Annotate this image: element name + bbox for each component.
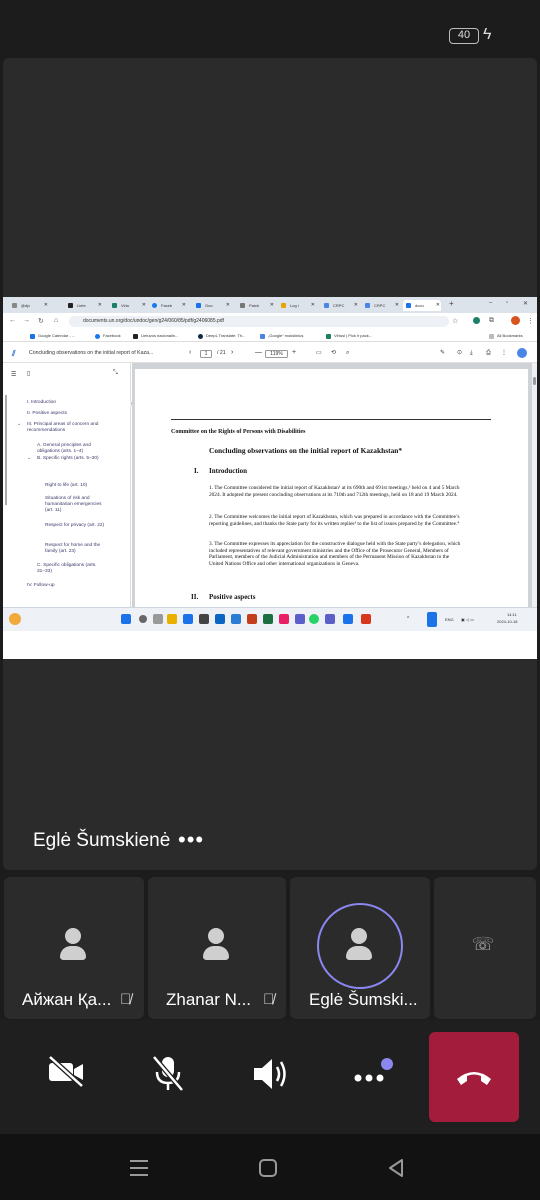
browser-tab[interactable]: Faceb ✕ xyxy=(149,300,187,311)
browser-tab[interactable]: Patch ✕ xyxy=(237,300,275,311)
whatsapp-icon[interactable] xyxy=(309,614,319,624)
back-icon[interactable] xyxy=(386,1158,406,1178)
section-number: II. xyxy=(191,593,199,601)
avatar xyxy=(203,928,229,962)
rule xyxy=(171,419,491,420)
outline-item[interactable]: IV. Follow-up xyxy=(27,583,55,588)
close-tab-icon[interactable]: ✕ xyxy=(353,302,358,308)
app-icon[interactable] xyxy=(183,614,193,624)
address-bar-row xyxy=(3,313,537,330)
outline-item[interactable]: Respect for home and the family (art. 23) xyxy=(45,543,101,554)
page-total: / 21 xyxy=(217,350,226,356)
annotate-icon[interactable]: ✎ xyxy=(440,350,446,356)
more-actions-button[interactable] xyxy=(342,1058,402,1097)
next-page-icon[interactable]: › xyxy=(231,349,234,356)
close-tab-icon[interactable]: ✕ xyxy=(394,302,399,308)
browser-tab[interactable]: CRPC ✕ xyxy=(321,300,359,311)
tab-favicon-icon xyxy=(112,303,117,308)
paragraph: 3. The Committee expresses its appreciation for the constructive dialogue held with the State party’s delegation, which included representatives of relevant government ministries and the Office of the Prosecutor General, Members of Parliament, members of the Judicial Administration and members of the Permanent Mission of Kazakhstan to the United Nations Office and other international organizations in Geneva. xyxy=(209,541,461,568)
tab-favicon-icon xyxy=(12,303,17,308)
doc-heading: Concluding observations on the initial report of Kazakhstan* xyxy=(209,446,403,455)
word-icon[interactable] xyxy=(231,614,241,624)
mic-off-icon: 🎙̸ xyxy=(263,991,275,1008)
more-icon xyxy=(350,1058,394,1088)
chevron-up-icon[interactable]: ^ xyxy=(407,616,410,622)
fit-page-icon[interactable]: ▭ xyxy=(316,350,322,356)
close-tab-icon[interactable]: ✕ xyxy=(181,302,186,308)
app-icon[interactable] xyxy=(215,614,225,624)
menu-icon[interactable]: ⋮ xyxy=(527,318,534,325)
zoom-input[interactable]: 119% xyxy=(265,350,288,358)
zoom-in-icon[interactable]: + xyxy=(292,349,297,356)
file-explorer-icon[interactable] xyxy=(167,614,177,624)
windows-taskbar xyxy=(3,607,537,631)
pdf-canvas xyxy=(132,363,532,607)
charging-icon: ϟ xyxy=(483,26,492,43)
pdf-app-icon: ⫽ xyxy=(12,349,16,358)
close-tab-icon[interactable]: ✕ xyxy=(141,302,146,308)
forward-icon[interactable]: → xyxy=(23,317,30,324)
outline-toggle-icon[interactable]: ☰ xyxy=(11,372,17,378)
weather-icon[interactable] xyxy=(9,613,21,625)
mute-button[interactable] xyxy=(138,1054,198,1101)
tray-icons[interactable]: ▣ ◁ ▭ xyxy=(461,617,474,622)
close-tab-icon[interactable]: ✕ xyxy=(97,302,102,308)
tab-favicon-icon xyxy=(196,303,201,308)
phone-hangup-icon xyxy=(454,1065,494,1089)
presenter-name: Eglė Šumskienė xyxy=(33,830,171,851)
pdf-toolbar xyxy=(3,343,537,363)
pdf-outline-sidebar xyxy=(3,363,131,607)
tab-favicon-icon xyxy=(365,303,370,308)
mic-icon[interactable] xyxy=(427,612,437,627)
bookmarks-bar xyxy=(3,330,537,342)
bookmark-item[interactable]: DeepL Translate: Th... xyxy=(198,332,245,340)
bookmark-star-icon[interactable]: ☆ xyxy=(452,318,459,325)
outline-item[interactable]: I. Introduction xyxy=(27,400,57,405)
shared-screen[interactable] xyxy=(3,297,537,659)
language-indicator[interactable]: ENG xyxy=(445,617,454,622)
close-tab-icon[interactable]: ✕ xyxy=(225,302,230,308)
profile-avatar[interactable] xyxy=(511,316,520,325)
browser-tab-bar xyxy=(3,297,537,313)
clock-date[interactable]: 2024-10-18 xyxy=(497,619,518,624)
close-tab-icon[interactable]: ✕ xyxy=(310,302,315,308)
committee-name: Committee on the Rights of Persons with Disabilities xyxy=(171,429,306,435)
task-view-icon[interactable] xyxy=(153,614,163,624)
outline-item[interactable]: III. Principal areas of concern and recommendations xyxy=(27,422,99,433)
section-title: Introduction xyxy=(209,467,247,475)
outline-item[interactable]: B. Specific rights (arts. 5–30) xyxy=(37,456,99,461)
chevron-down-icon[interactable]: ⌄ xyxy=(17,421,22,427)
thumbnails-icon[interactable]: ▯ xyxy=(27,371,31,377)
prev-page-icon[interactable]: ‹ xyxy=(189,349,192,356)
bookmark-item[interactable]: Facebook xyxy=(95,332,121,340)
app-icon[interactable] xyxy=(361,614,371,624)
home-icon[interactable]: ⌂ xyxy=(54,317,59,324)
pdf-title: Concluding observations on the initial report of Kaza... xyxy=(29,350,154,356)
new-tab-icon[interactable]: + xyxy=(449,299,454,308)
browser-tab-active[interactable]: docu ✕ xyxy=(403,300,441,311)
paragraph: 2. The Committee welcomes the initial report of Kazakhstan, which was prepared in accordance with the Committee’s reporting guidelines, and thanks the State party for its written replies³ to the list of issues prepared by the Committee.⁴ xyxy=(209,514,460,527)
browser-tab[interactable]: Goo ✕ xyxy=(193,300,231,311)
browser-tab[interactable]: Virtu ✕ xyxy=(109,300,147,311)
mic-off-icon: 🎙̸ xyxy=(120,991,132,1008)
tab-favicon-icon xyxy=(281,303,286,308)
address-input[interactable]: documents.un.org/doc/undoc/gen/g24/060/85/pdf/g2406085.pdf xyxy=(69,316,449,327)
layout-icon[interactable]: ⊙ xyxy=(457,350,463,356)
outline-item[interactable]: Situations of risk and humanitarian emergencies (art. 11) xyxy=(45,496,102,513)
avatar xyxy=(60,928,86,962)
page-number-input[interactable]: 1 xyxy=(200,350,212,358)
outline-item[interactable]: II. Positive aspects xyxy=(27,411,67,416)
close-tab-icon[interactable]: ✕ xyxy=(269,302,274,308)
scholar-icon xyxy=(260,334,265,339)
more-options-icon[interactable]: ⋮ xyxy=(501,350,507,356)
close-tab-icon[interactable]: ✕ xyxy=(43,302,48,308)
clock-time[interactable]: 14:11 xyxy=(507,612,517,617)
start-icon[interactable] xyxy=(121,614,131,624)
reload-icon[interactable]: ↻ xyxy=(38,318,44,325)
scroll-thumb[interactable] xyxy=(533,377,536,385)
browser-tab[interactable]: CRPC ✕ xyxy=(362,300,400,311)
outline-item[interactable]: C. Specific obligations (arts. 31–33) xyxy=(37,563,97,574)
minimize-icon[interactable]: – xyxy=(489,300,493,306)
mic-off-icon xyxy=(148,1054,188,1092)
tab-favicon-icon xyxy=(324,303,329,308)
speaker-icon xyxy=(250,1056,290,1092)
app-icon[interactable] xyxy=(199,614,209,624)
extensions-icon[interactable]: ⧉ xyxy=(489,317,494,324)
hang-up-button[interactable] xyxy=(429,1032,519,1122)
paragraph: 1. The Committee considered the initial report of Kazakhstan¹ at its 690th and 691st meetings,² held on 4 and 5 March 2024. It adopted the present concluding observations at its 710th and 712th meetings, held on 18 and 19 March 2024. xyxy=(209,485,460,498)
camera-off-icon xyxy=(46,1054,86,1088)
bookmark-item[interactable]: Google Calendar - ... xyxy=(30,332,75,340)
section-title: Positive aspects xyxy=(209,593,256,601)
virtusl-icon xyxy=(326,334,331,339)
app-icon[interactable] xyxy=(279,614,289,624)
battery-indicator: 40 xyxy=(449,28,479,44)
tab-favicon-icon xyxy=(68,303,73,308)
powerpoint-icon[interactable] xyxy=(247,614,257,624)
tab-favicon-icon xyxy=(406,303,411,308)
browser-tab[interactable]: Log i ✕ xyxy=(278,300,316,311)
browser-tab[interactable]: @djv ✕ xyxy=(9,300,49,311)
rotate-icon[interactable]: ⟲ xyxy=(331,350,337,356)
account-icon[interactable] xyxy=(517,348,527,358)
more-participants-tile[interactable] xyxy=(434,877,536,1019)
app-icon[interactable] xyxy=(325,614,335,624)
download-icon[interactable]: ⤓ xyxy=(470,350,473,356)
avatar xyxy=(346,928,372,962)
chevron-down-icon[interactable]: ⌄ xyxy=(27,455,32,461)
scrollbar[interactable] xyxy=(532,363,537,607)
system-navigation-bar xyxy=(0,1134,540,1200)
print-icon[interactable]: ⎙ xyxy=(486,350,491,356)
more-options-button[interactable]: ••• xyxy=(178,827,205,852)
outline-item[interactable]: Right to life (art. 10) xyxy=(45,483,88,488)
folder-icon xyxy=(489,334,494,339)
bookmark-item[interactable]: Virtusl | Pick ir pack... xyxy=(326,332,372,340)
outline-item[interactable]: Respect for privacy (art. 22) xyxy=(45,523,105,528)
recent-apps-icon[interactable] xyxy=(128,1158,150,1178)
bookmark-item[interactable]: Lietuvos nacionalin... xyxy=(133,332,178,340)
tab-favicon-icon xyxy=(152,303,157,308)
pdf-page xyxy=(135,369,528,609)
participant-name: Zhanar N... xyxy=(166,990,252,1009)
facebook-icon xyxy=(95,334,100,339)
tab-favicon-icon xyxy=(240,303,245,308)
section-number: I. xyxy=(194,467,199,475)
collapse-icon[interactable]: ⤡ xyxy=(113,370,118,376)
speaker-button[interactable] xyxy=(240,1056,300,1101)
participant-name: Eglė Šumski... xyxy=(309,990,418,1009)
extension-icon[interactable] xyxy=(473,317,480,324)
deepl-icon xyxy=(198,334,203,339)
browser-tab[interactable]: Liete ✕ xyxy=(65,300,103,311)
bookmark-item[interactable]: „Google“ mokslinius xyxy=(260,332,303,340)
back-icon[interactable]: ← xyxy=(9,317,16,324)
outline-selection-bar xyxy=(5,395,7,505)
close-window-icon[interactable]: ✕ xyxy=(523,301,529,307)
camera-off-button[interactable] xyxy=(36,1054,96,1097)
outline-item[interactable]: A. General principles and obligations (arts. 1–4) xyxy=(37,443,91,454)
app-icon[interactable] xyxy=(343,614,353,624)
calendar-icon xyxy=(30,334,35,339)
search-icon[interactable] xyxy=(139,615,147,623)
search-icon[interactable]: ⌕ xyxy=(346,350,350,356)
audio-participant-icon: ☏ xyxy=(471,934,495,954)
all-bookmarks[interactable]: All Bookmarks xyxy=(489,332,523,340)
participant-name: Айжан Қа... xyxy=(22,990,112,1009)
teams-icon[interactable] xyxy=(295,614,305,624)
home-icon[interactable] xyxy=(258,1158,278,1178)
excel-icon[interactable] xyxy=(263,614,273,624)
status-bar xyxy=(0,0,540,56)
maximize-icon[interactable]: ▫ xyxy=(506,300,509,306)
close-tab-icon[interactable]: ✕ xyxy=(435,302,440,308)
zoom-out-icon[interactable]: — xyxy=(255,349,262,356)
library-icon xyxy=(133,334,138,339)
